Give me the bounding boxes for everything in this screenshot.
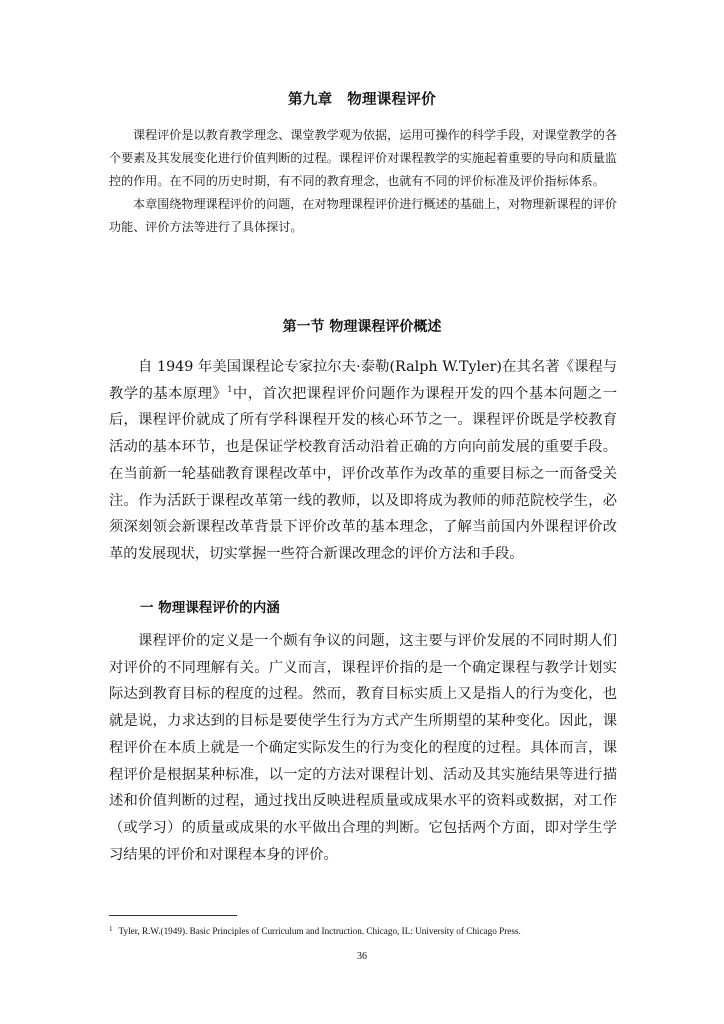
footnote-mark: 1 (109, 925, 113, 933)
footnote-divider (109, 915, 237, 916)
section-title: 第一节 物理课程评价概述 (282, 319, 442, 335)
subsection-paragraph-1: 课程评价的定义是一个颇有争议的问题，这主要与评价发展的不同时期人们对评价的不同理解有关。广义而言，课程评价指的是一个确定课程与教学计划实际达到教育目标的程度的过程。然而，教育目标实质上又是指人的行为变化，也就是说，力求达到的目标是要使学生行为方式产生所期望的某种变化。因此，课程评价在本质上就是一个确定实际发生的行为变化的程度的过程。具体而言，课程评价是根据某种标准，以一定的方法对课程计划、活动及其实施结果等进行描述和价值判断的过程，通过找出反映进程质量或成果水平的资料或数据，对工作（或学习）的质量或成果的水平做出合理的判断。它包括两个方面，即对学生学习结果的评价和对课程本身的评价。 (109, 633, 617, 863)
section-paragraph-1 (109, 354, 617, 568)
footnote (109, 922, 629, 938)
intro-paragraph-1: 课程评价是以教育教学理念、课堂教学观为依据，运用可操作的科学手段，对课堂教学的各个要素及其发展变化进行价值判断的过程。课程评价对课程教学的实施起着重要的导向和质量监控的作用。在不同的历史时期，有不同的教育理念，也就有不同的评价标准及评价指标体系。 (109, 128, 617, 188)
chapter-title: 第九章 物理课程评价 (288, 92, 436, 108)
footnote-text: Tyler, R.W.(1949). Basic Principles of Curriculum and Inctruction. Chicago, IL: University of Chicago Press. (118, 926, 521, 936)
page-number: 36 (357, 951, 367, 962)
paragraph-text: 自 1949 年美国课程论专家拉尔夫·泰勒(Ralph W.Tyler)在其名著《课程与教学的基本原理》 (109, 359, 617, 402)
section-body (109, 354, 617, 568)
chapter-intro (109, 124, 617, 239)
paragraph-text: 中，首次把课程评价问题作为课程开发的四个基本问题之一后，课程评价就成了所有学科课程开发的核心环节之一。课程评价既是学校教育活动的基本环节，也是保证学校教育活动沿着正确的方向向前发展的重要手段。在当前新一轮基础教育课程改革中，评价改革作为改革的重要目标之一而备受关注。作为活跃于课程改革第一线的教师，以及即将成为教师的师范院校学生，必须深刻领会新课程改革背景下评价改革的基本理念，了解当前国内外课程评价改革的发展现状，切实掌握一些符合新课改理念的评价方法和手段。 (109, 385, 618, 562)
subsection-title: 一 物理课程评价的内涵 (140, 600, 280, 616)
intro-paragraph-2: 本章围绕物理课程评价的问题，在对物理课程评价进行概述的基础上，对物理新课程的评价功能、评价方法等进行了具体探讨。 (109, 197, 617, 234)
footnote-reference[interactable]: 1 (227, 384, 233, 394)
subsection-body (109, 628, 617, 868)
